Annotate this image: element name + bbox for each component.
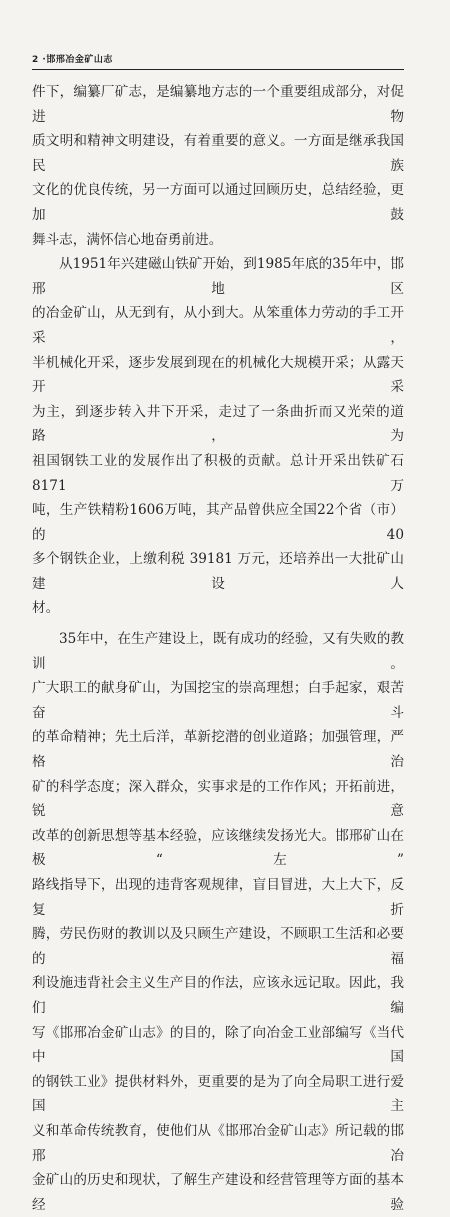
paragraph xyxy=(32,627,404,1217)
text-line: 的钢铁工业》提供材料外，更重要的是为了向全局职工进行爱国主 xyxy=(32,1073,404,1115)
text-line: 吨，生产铁精粉1606万吨，其产品曾供应全国22个省（市）的40 xyxy=(32,502,404,543)
text-line: 文化的优良传统，另一方面可以通过回顾历史，总结经验，更加鼓 xyxy=(32,182,404,223)
text-line: 写《邯邢冶金矿山志》的目的，除了向冶金工业部编写《当代中国 xyxy=(32,1024,404,1066)
text-line: 祖国钢铁工业的发展作出了积极的贡献。总计开采出铁矿石8171万 xyxy=(32,452,404,494)
text-line: 的革命精神；先土后洋，革新挖潜的创业道路；加强管理，严格治 xyxy=(32,729,404,771)
text-line: 为主，到逐步转入井下开采，走过了一条曲折而又光荣的道路，为 xyxy=(32,403,404,445)
body-text xyxy=(32,80,404,1217)
text-line: 广大职工的献身矿山，为国挖宝的崇高理想；白手起家，艰苦奋斗 xyxy=(32,680,404,721)
text-line: 矿的科学态度；深入群众，实事求是的工作作风；开拓前进，锐意 xyxy=(32,778,404,820)
text-line: 改革的创新思想等基本经验，应该继续发扬光大。邯邢矿山在极“左” xyxy=(32,827,404,869)
text-line: 从1951年兴建磁山铁矿开始，到1985年底的35年中，邯邢地区 xyxy=(32,256,404,297)
text-line: 金矿山的历史和现状，了解生产建设和经营管理等方面的基本经验 xyxy=(32,1172,404,1213)
text-line: 利设施违背社会主义生产目的作法，应该永远记取。因此，我们编 xyxy=(32,975,404,1016)
text-line: 义和革命传统教育，使他们从《邯邢冶金矿山志》所记载的邯邢冶 xyxy=(32,1122,404,1164)
running-header: 2 ·邯邢冶金矿山志 xyxy=(32,55,113,65)
text-line: 35年中，在生产建设上，既有成功的经验，又有失败的教训。 xyxy=(32,631,404,672)
text-line: 的冶金矿山，从无到有，从小到大。从笨重体力劳动的手工开采， xyxy=(32,305,404,346)
header-rule xyxy=(32,69,404,70)
text-line: 腾，劳民伤财的教训以及只顾生产建设，不顾职工生活和必要的福 xyxy=(32,926,404,967)
text-line: 件下，编纂厂矿志，是编纂地方志的一个重要组成部分，对促进物 xyxy=(32,84,404,125)
text-line: 半机械化开采，逐步发展到现在的机械化大规模开采；从露天开采 xyxy=(32,354,404,396)
text-line: 路线指导下，出现的违背客观规律，盲目冒进，大上大下，反复折 xyxy=(32,877,404,918)
text-line: 多个钢铁企业，上缴利税 39181 万元，还培养出一大批矿山建设人 xyxy=(32,551,404,592)
text-line: 舞斗志，满怀信心地奋勇前进。 xyxy=(32,231,223,248)
paragraph xyxy=(32,80,404,252)
text-line: 材。 xyxy=(32,600,60,617)
text-line: 质文明和精神文明建设，有着重要的意义。一方面是继承我国民族 xyxy=(32,133,404,174)
paragraph xyxy=(32,252,404,621)
